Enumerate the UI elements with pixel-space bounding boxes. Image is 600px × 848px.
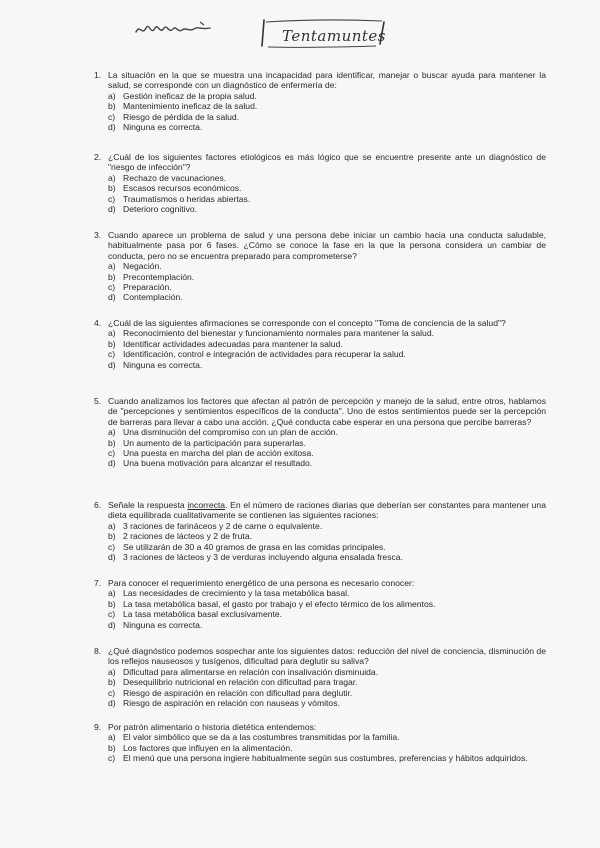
option-letter: c) xyxy=(108,448,116,459)
question-number: 6. xyxy=(94,500,102,510)
option-text: Riesgo de aspiración en relación con dificultad para deglutir. xyxy=(123,687,353,698)
option-c xyxy=(108,282,546,292)
option-text: Rechazo de vacunaciones. xyxy=(123,172,227,183)
option-letter: b) xyxy=(108,531,116,542)
question-6 xyxy=(94,500,546,562)
question-number: 7. xyxy=(94,578,102,588)
question-text xyxy=(108,500,546,521)
option-text: 2 raciones de lácteos y 2 de fruta. xyxy=(123,531,252,542)
option-letter: d) xyxy=(108,458,116,469)
option-text: Deterioro cognitivo. xyxy=(123,204,198,215)
option-text: Mantenimiento ineficaz de la salud. xyxy=(123,101,258,112)
option-letter: c) xyxy=(108,282,116,293)
question-7 xyxy=(94,578,546,630)
question-number: 3. xyxy=(94,230,102,240)
option-letter: b) xyxy=(108,101,116,112)
option-c xyxy=(108,542,546,552)
option-text: Desequilibrio nutricional en relación con dificultad para tragar. xyxy=(123,677,358,688)
question-number: 5. xyxy=(94,396,102,406)
option-text: Un aumento de la participación para superarlas. xyxy=(123,437,306,448)
option-text: Escasos recursos económicos. xyxy=(123,183,242,194)
option-a xyxy=(108,328,546,338)
question-number: 4. xyxy=(94,318,102,328)
option-d xyxy=(108,292,546,302)
option-letter: d) xyxy=(108,204,116,215)
option-text: Se utilizarán de 30 a 40 gramos de grasa en las comidas principales. xyxy=(123,541,386,552)
question-2 xyxy=(94,152,546,214)
question-3 xyxy=(94,230,546,303)
option-letter: c) xyxy=(108,349,116,360)
option-b xyxy=(108,531,546,541)
option-letter: a) xyxy=(108,732,116,743)
option-letter: c) xyxy=(108,753,116,764)
option-text: Los factores que influyen en la alimentación. xyxy=(123,742,293,753)
option-a xyxy=(108,667,546,677)
option-a xyxy=(108,427,546,437)
option-c xyxy=(108,609,546,619)
handwritten-title xyxy=(258,16,390,52)
option-b xyxy=(108,677,546,687)
question-text: La situación en la que se muestra una incapacidad para identificar, manejar o buscar ayuda para mantener la salud, se corresponde con un diagnóstico de enfermería de: xyxy=(108,70,546,91)
question-text: Por patrón alimentario o historia dietética entendemos: xyxy=(108,722,317,732)
option-text: Identificar actividades adecuadas para mantener la salud. xyxy=(123,338,343,349)
option-text: Gestión ineficaz de la propia salud. xyxy=(123,90,257,101)
question-9 xyxy=(94,722,546,764)
option-d xyxy=(108,122,546,132)
question-text: ¿Cuál de los siguientes factores etiológicos es más lógico que se encuentre presente ante un diagnóstico de "riesgo de infección"? xyxy=(108,152,546,173)
option-letter: d) xyxy=(108,359,116,370)
option-c xyxy=(108,194,546,204)
option-letter: b) xyxy=(108,183,116,194)
option-b xyxy=(108,339,546,349)
option-c xyxy=(108,688,546,698)
option-a xyxy=(108,521,546,531)
option-c xyxy=(108,753,546,763)
option-text: La tasa metabólica basal, el gasto por trabajo y el efecto térmico de los alimentos. xyxy=(123,598,436,609)
option-letter: a) xyxy=(108,666,116,677)
option-text: Ninguna es correcta. xyxy=(123,122,203,133)
option-letter: a) xyxy=(108,261,116,272)
option-d xyxy=(108,360,546,370)
option-text: Identificación, control e integración de actividades para recuperar la salud. xyxy=(123,349,406,360)
option-text: Dificultad para alimentarse en relación con insalivación disminuida. xyxy=(123,666,379,677)
question-text: Para conocer el requerimiento energético de una persona es necesario conocer: xyxy=(108,578,415,588)
question-text-start: Señale la respuesta xyxy=(108,500,188,510)
option-a xyxy=(108,173,546,183)
option-text: Preparación. xyxy=(123,282,172,293)
option-a xyxy=(108,91,546,101)
option-text: Negación. xyxy=(123,261,162,272)
option-text: Riesgo de aspiración en relación con nauseas y vómitos. xyxy=(123,698,340,709)
option-c xyxy=(108,349,546,359)
question-text: ¿Cuál de las siguientes afirmaciones se corresponde con el concepto "Toma de conciencia de la salud"? xyxy=(108,318,506,328)
option-text: Una disminución del compromiso con un plan de acción. xyxy=(123,427,338,438)
option-letter: c) xyxy=(108,193,116,204)
question-8 xyxy=(94,646,546,708)
option-text: Las necesidades de crecimiento y la tasa metabólica basal. xyxy=(123,588,350,599)
option-text: Ninguna es correcta. xyxy=(123,619,203,630)
option-text: Una buena motivación para alcanzar el resultado. xyxy=(123,458,313,469)
option-text: Contemplación. xyxy=(123,292,183,303)
option-letter: b) xyxy=(108,598,116,609)
option-d xyxy=(108,552,546,562)
question-1 xyxy=(94,70,546,132)
option-text: El menú que una persona ingiere habitualmente según sus costumbres, preferencias y hábitos adquiridos. xyxy=(123,753,528,764)
option-letter: c) xyxy=(108,687,116,698)
option-letter: d) xyxy=(108,698,116,709)
option-b xyxy=(108,438,546,448)
option-a xyxy=(108,588,546,598)
option-letter: a) xyxy=(108,588,116,599)
option-c xyxy=(108,448,546,458)
underlined-word: incorrecta xyxy=(187,500,226,510)
question-number: 1. xyxy=(94,70,102,80)
option-text: 3 raciones de farináceos y 2 de carne o equivalente. xyxy=(123,520,323,531)
question-text: Cuando analizamos los factores que afectan al patrón de percepción y manejo de la salud, entre otros, hablamos de "percepciones y sentimientos específicos de la conducta". Uno de estos sentimientos puede ser la percepción de barreras para llevar a cabo una acción. ¿Qué conducta cabe esperar en una persona que percibe barreras? xyxy=(108,396,546,427)
option-b xyxy=(108,599,546,609)
option-text: Ninguna es correcta. xyxy=(123,359,203,370)
option-a xyxy=(108,261,546,271)
option-letter: b) xyxy=(108,742,116,753)
option-a xyxy=(108,732,546,742)
option-letter: a) xyxy=(108,520,116,531)
option-letter: c) xyxy=(108,541,116,552)
option-letter: a) xyxy=(108,90,116,101)
option-text: Riesgo de pérdida de la salud. xyxy=(123,111,240,122)
handwritten-scribble xyxy=(134,18,214,40)
option-letter: a) xyxy=(108,172,116,183)
option-letter: c) xyxy=(108,609,116,620)
option-letter: b) xyxy=(108,437,116,448)
option-text: El valor simbólico que se da a las costumbres transmitidas por la familia. xyxy=(123,732,400,743)
title-text: Tentamuntes xyxy=(282,27,386,45)
question-text: ¿Qué diagnóstico podemos sospechar ante los siguientes datos: reducción del nivel de conciencia, disminución de los reflejos nauseosos y tusígenos, dificultad para deglutir su saliva? xyxy=(108,646,546,667)
question-text: Cuando aparece un problema de salud y una persona debe iniciar un cambio hacia una conducta saludable, habitualmente pasa por 6 fases. ¿Cómo se conoce la fase en la que la persona considera un cambiar de conducta, pero no se encuentra preparado para comprometerse? xyxy=(108,230,546,261)
option-b xyxy=(108,272,546,282)
question-text-end: . En el número de raciones diarias que deberían ser constantes para mantener una dieta equilibrada cualitativamente se contienen las siguientes raciones: xyxy=(108,500,546,521)
question-5 xyxy=(94,396,546,469)
option-b xyxy=(108,101,546,111)
option-text: Reconocimiento del bienestar y funcionamiento normales para mantener la salud. xyxy=(123,328,434,339)
option-c xyxy=(108,112,546,122)
question-number: 8. xyxy=(94,646,102,656)
option-text: Una puesta en marcha del plan de acción exitosa. xyxy=(123,448,314,459)
option-d xyxy=(108,698,546,708)
option-letter: a) xyxy=(108,427,116,438)
option-d xyxy=(108,204,546,214)
option-d xyxy=(108,458,546,468)
option-text: Precontemplación. xyxy=(123,271,195,282)
option-letter: b) xyxy=(108,338,116,349)
option-b xyxy=(108,743,546,753)
option-letter: d) xyxy=(108,619,116,630)
option-letter: d) xyxy=(108,552,116,563)
option-text: La tasa metabólica basal exclusivamente. xyxy=(123,609,283,620)
option-letter: c) xyxy=(108,111,116,122)
option-d xyxy=(108,620,546,630)
option-letter: a) xyxy=(108,328,116,339)
option-text: 3 raciones de lácteos y 3 de verduras incluyendo alguna ensalada fresca. xyxy=(123,552,403,563)
question-number: 9. xyxy=(94,722,102,732)
option-b xyxy=(108,183,546,193)
option-letter: b) xyxy=(108,677,116,688)
question-number: 2. xyxy=(94,152,102,162)
option-letter: d) xyxy=(108,292,116,303)
question-4 xyxy=(94,318,546,370)
option-text: Traumatismos o heridas abiertas. xyxy=(123,193,251,204)
option-letter: d) xyxy=(108,122,116,133)
option-letter: b) xyxy=(108,271,116,282)
